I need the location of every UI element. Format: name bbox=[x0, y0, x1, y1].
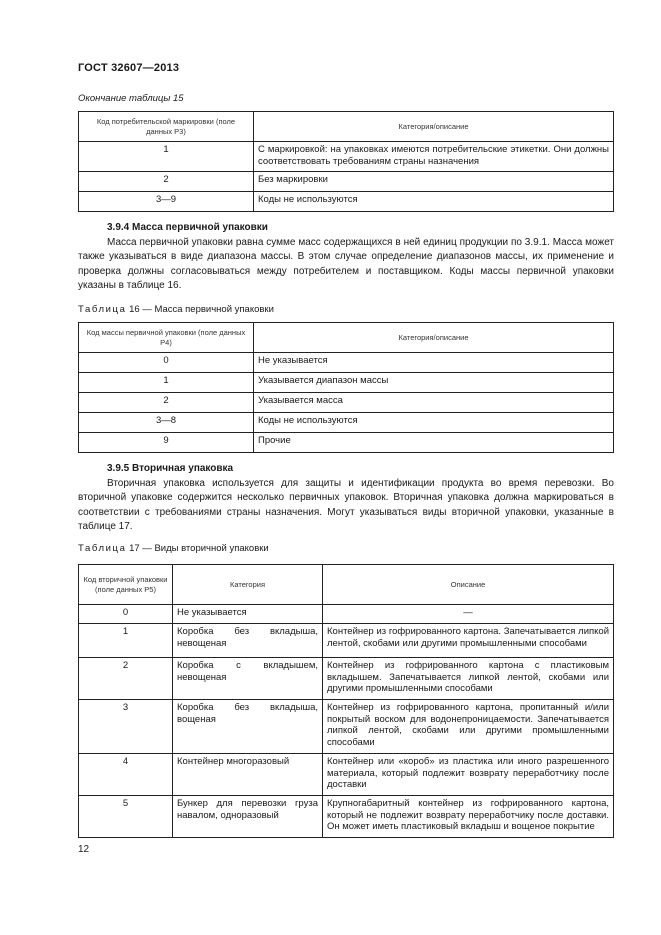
column-header-code: Код потребительской маркировки (поле данных P3) bbox=[79, 112, 254, 142]
code-cell: 1 bbox=[79, 373, 254, 393]
table-row bbox=[79, 624, 614, 658]
table-row bbox=[79, 373, 614, 393]
table-row bbox=[79, 658, 614, 700]
column-header-code: Код массы первичной упаковки (поле данных P4) bbox=[79, 323, 254, 353]
category-cell: Коробка без вкладыша, вощеная bbox=[173, 700, 323, 754]
table-row bbox=[79, 393, 614, 413]
column-header-category: Категория bbox=[173, 565, 323, 605]
description-cell: Контейнер или «короб» из пластика или иного разрешенного материала, который подлежит возврату переработчику после доставки bbox=[323, 754, 614, 796]
description-cell: С маркировкой: на упаковках имеются потребительские этикетки. Они должны соответствовать требованиям страны назначения bbox=[254, 142, 614, 172]
table-17-caption bbox=[78, 543, 269, 554]
table-row bbox=[79, 754, 614, 796]
table-row bbox=[79, 413, 614, 433]
column-header-code: Код вторичной упаковки (поле данных P5) bbox=[79, 565, 173, 605]
code-cell: 2 bbox=[79, 658, 173, 700]
description-cell: Коды не используются bbox=[254, 413, 614, 433]
description-cell: Без маркировки bbox=[254, 172, 614, 192]
table-row bbox=[79, 172, 614, 192]
column-header-description: Категория/описание bbox=[254, 112, 614, 142]
code-cell: 1 bbox=[79, 142, 254, 172]
table-header-row bbox=[79, 112, 614, 142]
description-cell: Коды не используются bbox=[254, 192, 614, 212]
description-cell: — bbox=[323, 605, 614, 624]
description-cell: Указывается диапазон массы bbox=[254, 373, 614, 393]
code-cell: 2 bbox=[79, 393, 254, 413]
caption-text: 16 — Масса первичной упаковки bbox=[129, 304, 274, 315]
caption-label: Таблица bbox=[78, 304, 127, 315]
column-header-description: Описание bbox=[323, 565, 614, 605]
code-cell: 1 bbox=[79, 624, 173, 658]
code-cell: 4 bbox=[79, 754, 173, 796]
table-16-caption bbox=[78, 304, 274, 315]
description-cell: Контейнер из гофрированного картона с пластиковым вкладышем. Запечатывается липкой лентой, скобами или другими промышленными способами bbox=[323, 658, 614, 700]
table-15-caption: Окончание таблицы 15 bbox=[78, 93, 184, 104]
table-row bbox=[79, 142, 614, 172]
table-15 bbox=[78, 111, 614, 212]
code-cell: 0 bbox=[79, 605, 173, 624]
code-cell: 3—8 bbox=[79, 413, 254, 433]
table-16 bbox=[78, 322, 614, 453]
code-cell: 3—9 bbox=[79, 192, 254, 212]
page-number: 12 bbox=[78, 844, 90, 855]
table-row bbox=[79, 700, 614, 754]
table-17 bbox=[78, 564, 614, 838]
section-title: 3.9.4 Масса первичной упаковки bbox=[107, 222, 268, 233]
table-header-row bbox=[79, 323, 614, 353]
document-header: ГОСТ 32607—2013 bbox=[78, 62, 180, 74]
caption-text: 17 — Виды вторичной упаковки bbox=[129, 543, 269, 554]
section-paragraph: Масса первичной упаковки равна сумме масс содержащихся в ней единиц продукции по 3.9.1. Масса может также указываться в виде диапазона массы. В этом случае определение диапазонов массы, их применение и проверка должны согласовываться между потребителем и поставщиком. Коды массы первичной упаковки указаны в таблице 16. bbox=[78, 237, 614, 291]
description-cell: Не указывается bbox=[254, 353, 614, 373]
table-row bbox=[79, 605, 614, 624]
caption-label: Таблица bbox=[78, 543, 127, 554]
column-header-description: Категория/описание bbox=[254, 323, 614, 353]
category-cell: Контейнер многоразовый bbox=[173, 754, 323, 796]
table-row bbox=[79, 433, 614, 453]
code-cell: 0 bbox=[79, 353, 254, 373]
category-cell: Коробка с вкладышем, невощеная bbox=[173, 658, 323, 700]
description-cell: Контейнер из гофрированного картона. Запечатывается липкой лентой, скобами или другими промышленными способами bbox=[323, 624, 614, 658]
category-cell: Коробка без вкладыша, невощеная bbox=[173, 624, 323, 658]
description-cell: Контейнер из гофрированного картона, пропитанный и/или покрытый воском для водонепроницаемости. Запечатывается липкой лентой, скобами или другими промышленными способами bbox=[323, 700, 614, 754]
code-cell: 3 bbox=[79, 700, 173, 754]
table-row bbox=[79, 796, 614, 838]
section-paragraph: Вторичная упаковка используется для защиты и идентификации продукта во время перевозки. Во вторичной упаковке содержится несколько первичных упаковок. Вторичная упаковка должна маркироваться в соответствии с требованиями страны назначения. Могут указываться виды вторичной упаковки, указанные в таблице 17. bbox=[78, 478, 614, 532]
section-title: 3.9.5 Вторичная упаковка bbox=[107, 463, 234, 474]
category-cell: Бункер для перевозки груза навалом, одноразовый bbox=[173, 796, 323, 838]
description-cell: Прочие bbox=[254, 433, 614, 453]
code-cell: 2 bbox=[79, 172, 254, 192]
code-cell: 5 bbox=[79, 796, 173, 838]
table-header-row bbox=[79, 565, 614, 605]
table-row bbox=[79, 353, 614, 373]
category-cell: Не указывается bbox=[173, 605, 323, 624]
table-row bbox=[79, 192, 614, 212]
description-cell: Крупногабаритный контейнер из гофрированного картона, который не подлежит возврату переработчику после доставки. Он может иметь пластиковый вкладыш и вощеное покрытие bbox=[323, 796, 614, 838]
code-cell: 9 bbox=[79, 433, 254, 453]
description-cell: Указывается масса bbox=[254, 393, 614, 413]
